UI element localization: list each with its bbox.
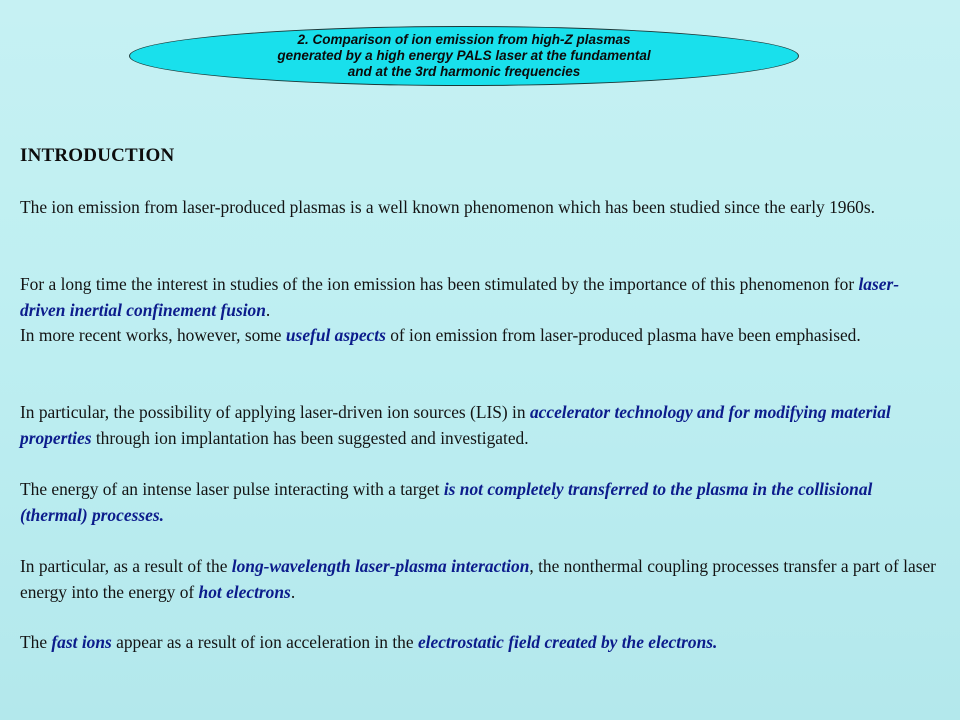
emphasis-electrostatic-field: electrostatic field created by the electrons.: [417, 632, 718, 652]
paragraph-fast-ions: [20, 629, 940, 655]
paragraph-text: The energy of an intense laser pulse interacting with a target: [20, 479, 444, 499]
title-banner: [129, 26, 799, 86]
paragraph-text: In particular, the possibility of applying laser-driven ion sources (LIS) in: [20, 402, 530, 422]
emphasis-useful-aspects: useful aspects: [285, 325, 386, 345]
paragraph-useful-aspects: [20, 322, 940, 348]
emphasis-hot-electrons: hot electrons: [198, 582, 291, 602]
emphasis-fusion: laser-driven inertial confinement fusion: [20, 274, 900, 320]
emphasis-fast-ions: fast ions: [51, 632, 112, 652]
paragraph-text: The ion emission from laser-produced plasmas is a well known phenomenon which has been studied since the early 1960s.: [20, 197, 875, 217]
paragraph-text: In more recent works, however, some: [20, 325, 286, 345]
paragraph-text: , the nonthermal coupling processes transfer a part of laser energy into the energy of: [20, 556, 936, 602]
paragraph-hot-electrons: [20, 553, 940, 605]
paragraph-text: of ion emission from laser-produced plasma have been emphasised.: [385, 325, 861, 345]
paragraph-text: appear as a result of ion acceleration in the: [111, 632, 418, 652]
emphasis-long-wavelength: long-wavelength laser-plasma interaction: [231, 556, 530, 576]
banner-line-2: generated by a high energy PALS laser at the fundamental: [277, 48, 651, 63]
paragraph-text: The: [20, 632, 52, 652]
paragraph-lis: [20, 399, 940, 451]
banner-line-3: and at the 3rd harmonic frequencies: [347, 64, 581, 79]
paragraph-text: For a long time the interest in studies of the ion emission has been stimulated by the importance of this phenomenon for: [20, 274, 859, 294]
banner-line-1: 2. Comparison of ion emission from high-Z plasmas: [297, 32, 631, 47]
emphasis-accelerator: accelerator technology and for modifying material properties: [20, 402, 891, 448]
paragraph-text: through ion implantation has been suggested and investigated.: [91, 428, 529, 448]
section-heading: INTRODUCTION: [20, 145, 175, 166]
paragraph-text: .: [290, 582, 296, 602]
paragraph-text: .: [265, 300, 271, 320]
emphasis-not-transferred: is not completely transferred to the plasma in the collisional (thermal) processes.: [20, 479, 873, 525]
paragraph-text: In particular, as a result of the: [20, 556, 232, 576]
paragraph-history: [20, 194, 940, 220]
paragraph-fusion: [20, 271, 940, 323]
paragraph-energy-transfer: [20, 476, 940, 528]
